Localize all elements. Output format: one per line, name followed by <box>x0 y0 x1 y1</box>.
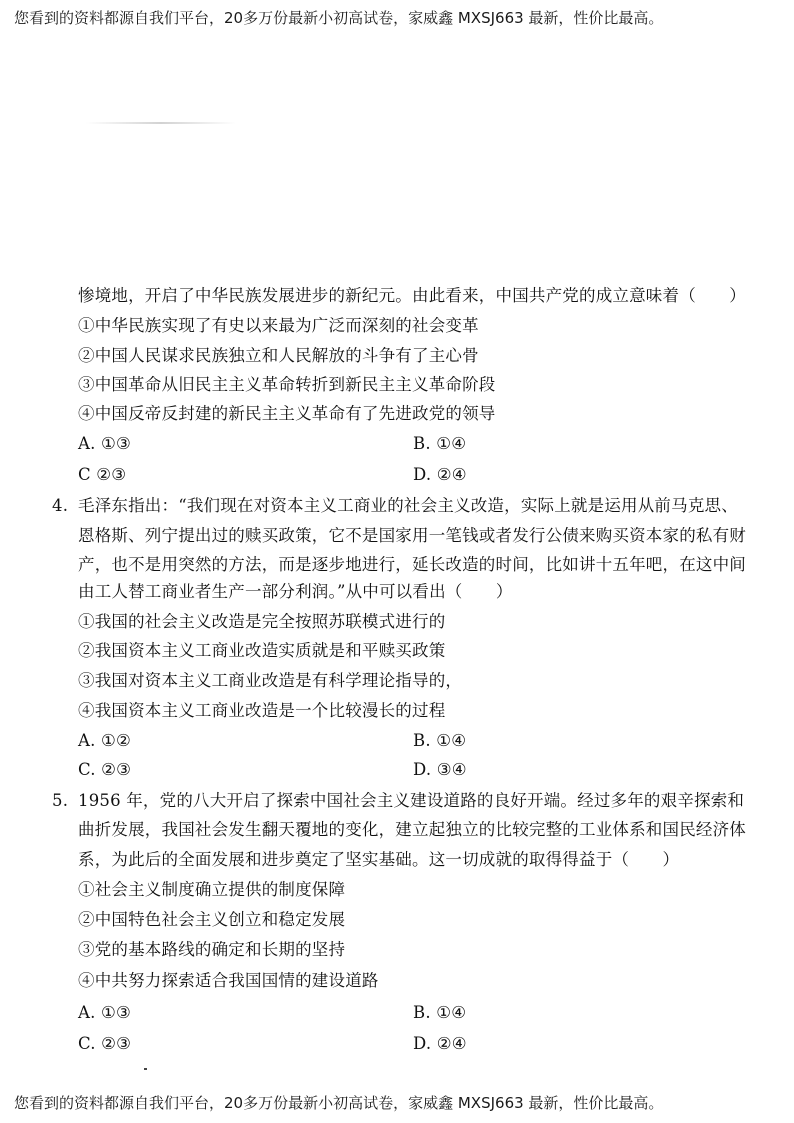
q5-stem-line-2: 曲折发展，我国社会发生翻天覆地的变化，建立起独立的比较完整的工业体系和国民经济体 <box>78 820 746 839</box>
footer-banner: 您看到的资料都源自我们平台，20多万份最新小初高试卷，家威鑫 MXSJ663 最新，性价比最高。 <box>14 1094 664 1112</box>
q4-item-3: ③我国对资本主义工商业改造是有科学理论指导的， <box>78 671 463 690</box>
q5-stem-line-1: 1956 年，党的八大开启了探索中国社会主义建设道路的良好开端。经过多年的艰辛探索和 <box>78 791 745 810</box>
q5-number: 5. <box>52 791 69 810</box>
q3-option-a: A. ①③ <box>78 434 131 453</box>
q3-item-1: ①中华民族实现了有史以来最为广泛而深刻的社会变革 <box>78 316 479 335</box>
q4-option-d: D. ③④ <box>413 760 467 779</box>
q5-item-3: ③党的基本路线的确定和长期的坚持 <box>78 940 346 959</box>
q3-item-2: ②中国人民谋求民族独立和人民解放的斗争有了主心骨 <box>78 346 479 365</box>
q4-item-4: ④我国资本主义工商业改造是一个比较漫长的过程 <box>78 701 446 720</box>
q5-item-4: ④中共努力探索适合我国国情的建设道路 <box>78 971 379 990</box>
q5-item-1: ①社会主义制度确立提供的制度保障 <box>78 880 346 899</box>
q4-option-c: C. ②③ <box>78 760 132 779</box>
q3-item-3: ③中国革命从旧民主主义革命转折到新民主主义革命阶段 <box>78 375 496 394</box>
q3-option-b: B. ①④ <box>413 434 467 453</box>
q5-option-a: A. ①③ <box>78 1003 131 1022</box>
q3-item-4: ④中国反帝反封建的新民主主义革命有了先进政党的领导 <box>78 404 496 423</box>
q5-item-2: ②中国特色社会主义创立和稳定发展 <box>78 910 346 929</box>
q3-option-d: D. ②④ <box>413 465 467 484</box>
scan-speck <box>144 1068 147 1070</box>
q5-option-c: C. ②③ <box>78 1034 132 1053</box>
q5-option-b: B. ①④ <box>413 1003 467 1022</box>
q4-item-2: ②我国资本主义工商业改造实质就是和平赎买政策 <box>78 641 446 660</box>
q5-stem-line-3: 系，为此后的全面发展和进步奠定了坚实基础。这一切成就的取得得益于（ ） <box>78 850 680 869</box>
q4-option-a: A. ①② <box>78 731 131 750</box>
q3-option-c: C ②③ <box>78 465 127 484</box>
q3-stem-tail: 惨境地，开启了中华民族发展进步的新纪元。由此看来，中国共产党的成立意味着（ ） <box>78 286 746 305</box>
header-banner: 您看到的资料都源自我们平台，20多万份最新小初高试卷，家威鑫 MXSJ663 最新，性价比最高。 <box>14 9 664 27</box>
q4-number: 4. <box>52 496 69 515</box>
q4-stem-line-2: 恩格斯、列宁提出过的赎买政策，它不是国家用一笔钱或者发行公债来购买资本家的私有财 <box>78 526 746 545</box>
q4-stem-line-3: 产，也不是用突然的方法，而是逐步地进行，延长改造的时间，比如讲十五年吧，在这中间 <box>78 555 746 574</box>
q4-option-b: B. ①④ <box>413 731 467 750</box>
q4-stem-line-1: 毛泽东指出：“我们现在对资本主义工商业的社会主义改造，实际上就是运用从前马克思、 <box>78 496 738 515</box>
q4-stem-line-4: 由工人替工商业者生产一部分利润。”从中可以看出（ ） <box>78 582 513 601</box>
q4-item-1: ①我国的社会主义改造是完全按照苏联模式进行的 <box>78 612 446 631</box>
q5-option-d: D. ②④ <box>413 1034 467 1053</box>
